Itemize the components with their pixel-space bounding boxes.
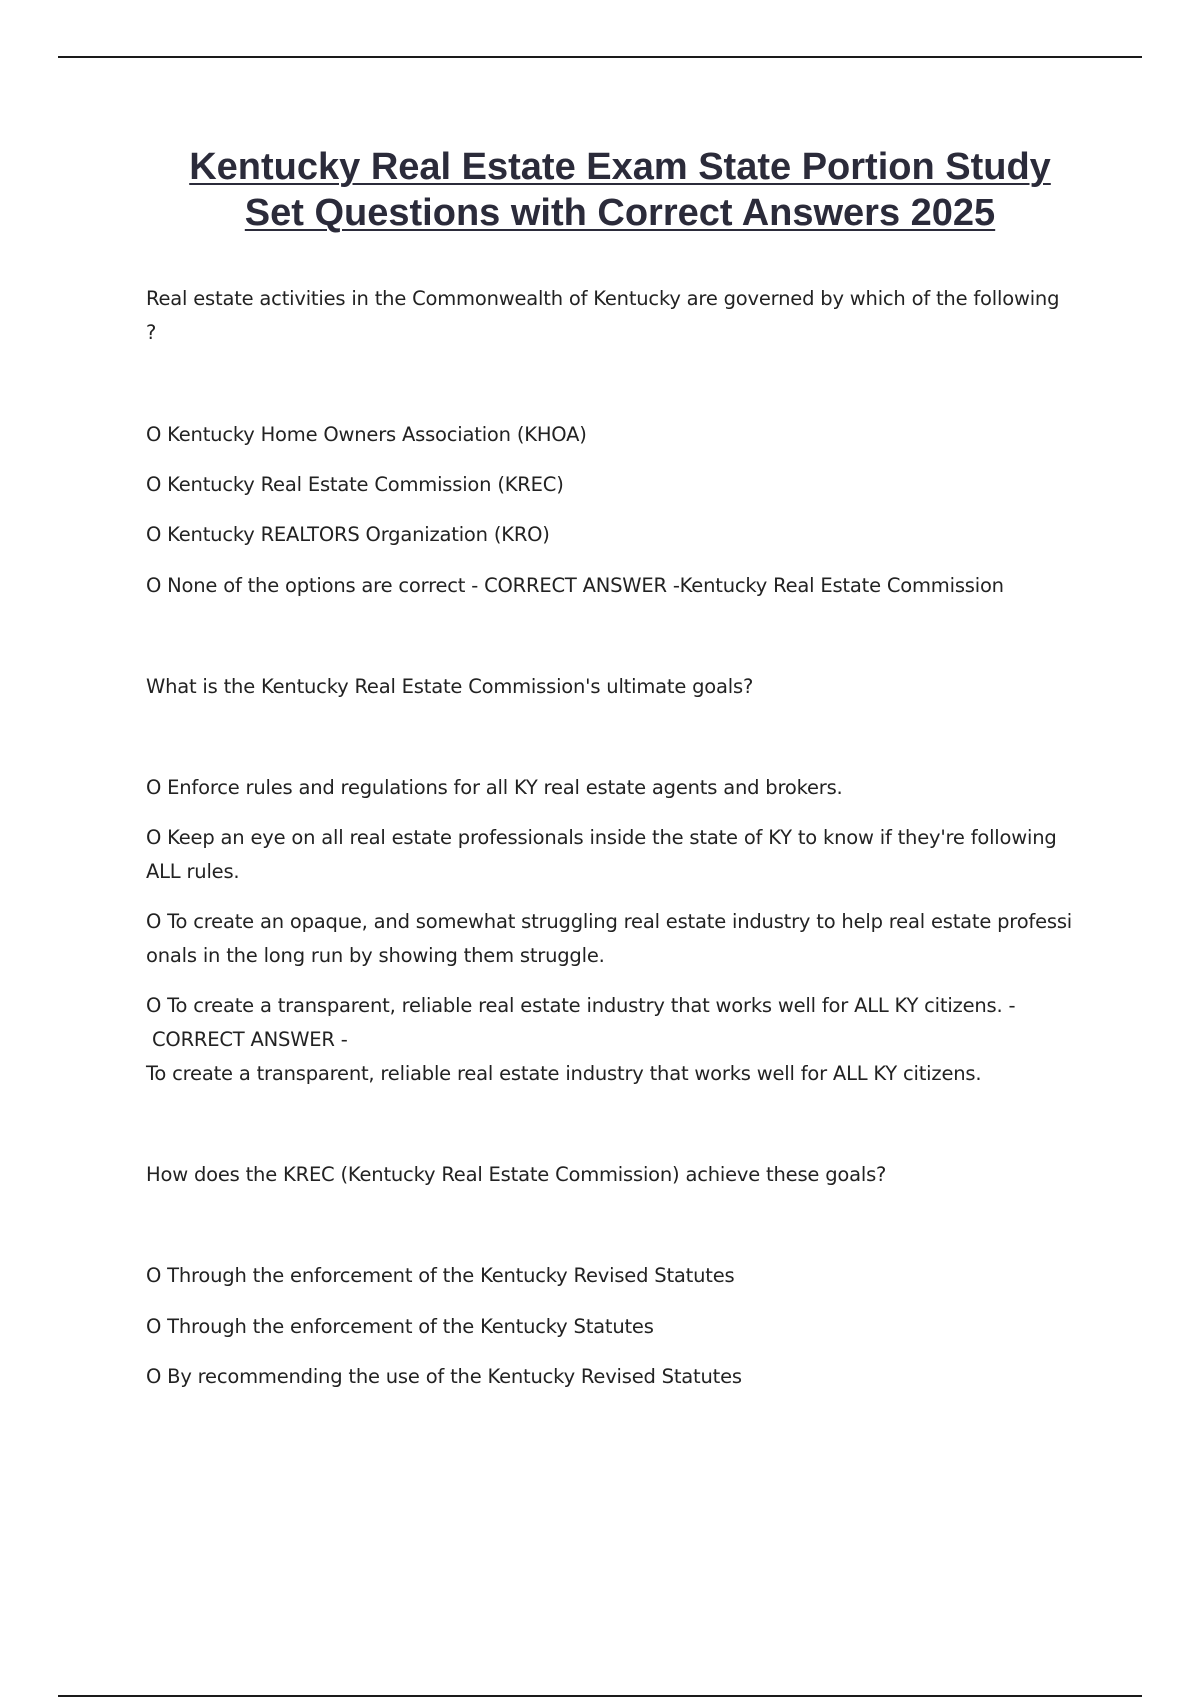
- question-3-option-b: O Through the enforcement of the Kentucky Statutes: [146, 1315, 654, 1338]
- question-2-prompt: What is the Kentucky Real Estate Commission's ultimate goals?: [146, 675, 754, 698]
- question-1-prompt: Real estate activities in the Commonwealth of Kentucky are governed by which of the following ?: [146, 287, 1060, 344]
- question-1-option-d-with-answer: O None of the options are correct - CORRECT ANSWER -Kentucky Real Estate Commission: [146, 574, 1004, 597]
- header-rule: [58, 56, 1142, 58]
- document-title: [110, 144, 1130, 236]
- question-2-option-c: O To create an opaque, and somewhat struggling real estate industry to help real estate professi onals in the long run by showing them struggle.: [146, 910, 1073, 967]
- question-1-option-b: O Kentucky Real Estate Commission (KREC): [146, 473, 564, 496]
- question-1-option-a: O Kentucky Home Owners Association (KHOA): [146, 423, 587, 446]
- title-line-2: Set Questions with Correct Answers 2025: [244, 192, 996, 234]
- question-3-option-c: O By recommending the use of the Kentucky Revised Statutes: [146, 1365, 742, 1388]
- question-2-option-d-with-answer: O To create a transparent, reliable real estate industry that works well for ALL KY citizens. - CORRECT ANSWER - To create a transparent, reliable real estate industry that works well for ALL KY citizens.: [146, 994, 1016, 1085]
- question-2-option-a: O Enforce rules and regulations for all KY real estate agents and brokers.: [146, 776, 843, 799]
- title-line-1: Kentucky Real Estate Exam State Portion Study: [189, 146, 1051, 188]
- question-1-option-c: O Kentucky REALTORS Organization (KRO): [146, 523, 550, 546]
- question-3-option-a: O Through the enforcement of the Kentucky Revised Statutes: [146, 1264, 735, 1287]
- footer-rule: [58, 1695, 1142, 1697]
- question-2-option-b: O Keep an eye on all real estate professionals inside the state of KY to know if they're following ALL rules.: [146, 826, 1057, 883]
- question-3-prompt: How does the KREC (Kentucky Real Estate Commission) achieve these goals?: [146, 1163, 887, 1186]
